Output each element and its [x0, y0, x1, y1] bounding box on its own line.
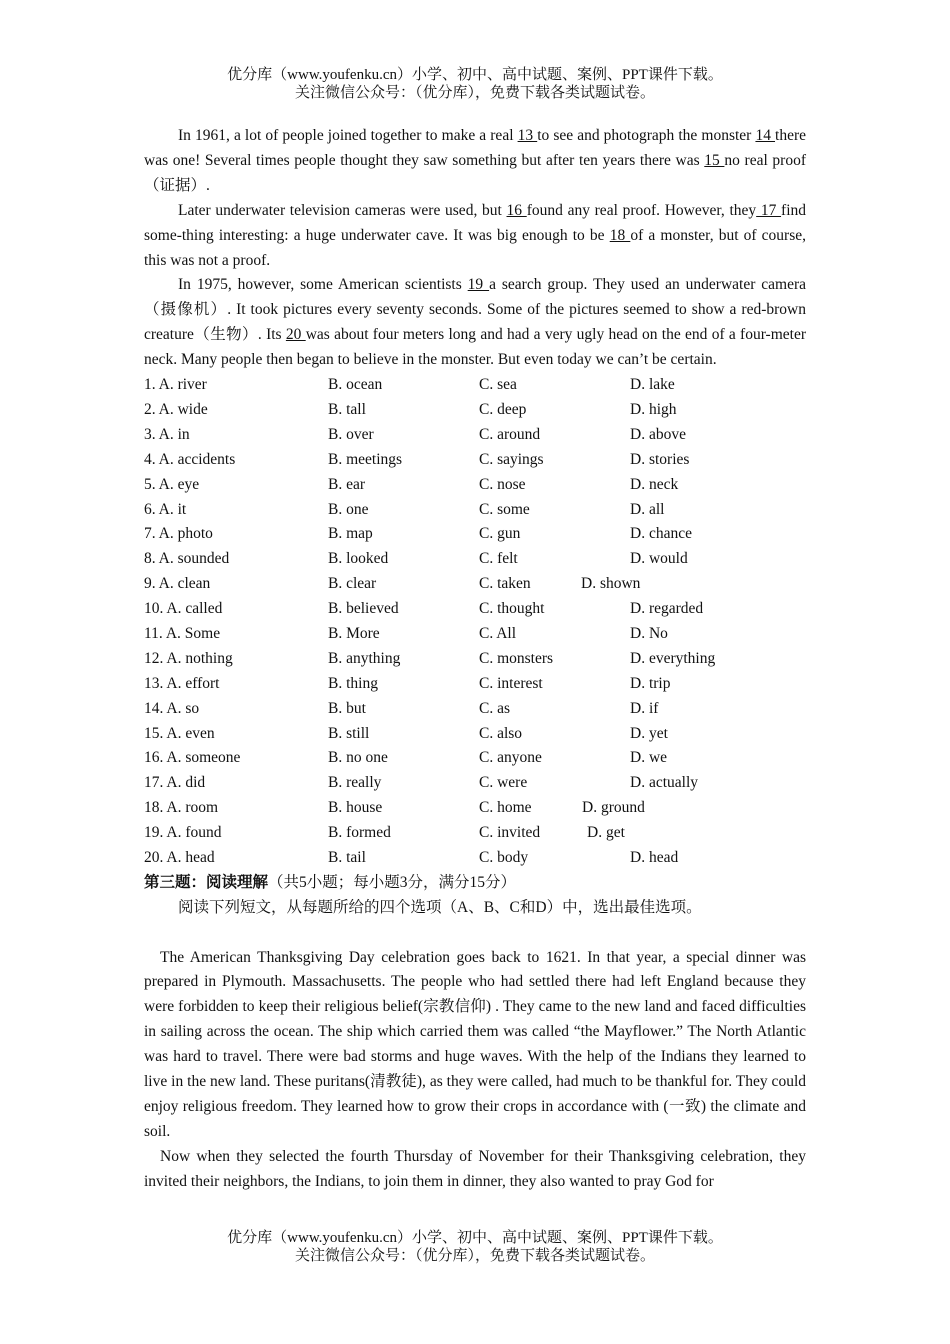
option-d: D. trip	[630, 674, 671, 692]
blank-19: 19	[467, 276, 490, 294]
option-b: B. ocean	[328, 376, 383, 394]
option-c: C. taken	[479, 575, 531, 593]
option-c: C. monsters	[479, 649, 554, 667]
option-a: 7. A. photo	[144, 525, 213, 543]
option-b: B. house	[328, 799, 383, 817]
option-b: B. ear	[328, 475, 366, 493]
option-b: B. anything	[328, 649, 401, 667]
option-a: 5. A. eye	[144, 475, 200, 493]
section-3-heading	[144, 871, 806, 896]
option-row	[144, 746, 806, 771]
option-row	[144, 622, 806, 647]
blank-14: 14	[755, 127, 776, 144]
option-d: D. above	[630, 425, 686, 443]
option-row	[144, 473, 806, 498]
option-b: B. clear	[328, 575, 377, 593]
option-b: B. formed	[328, 824, 391, 842]
text: was about four meters long and had a very ugly head on the end of a four-meter neck. Many people then began to believe in the monster. But even today we can’t be certain.	[144, 326, 807, 369]
option-b: B. tall	[328, 400, 366, 418]
option-c: C. some	[479, 500, 530, 518]
option-row	[144, 398, 806, 423]
text: found any real proof. However, they	[526, 201, 757, 219]
option-d: D. stories	[630, 450, 690, 468]
option-b: B. looked	[328, 550, 389, 568]
option-a: 1. A. river	[144, 376, 207, 394]
cloze-paragraph-2	[144, 199, 806, 274]
option-d: D. if	[630, 699, 659, 717]
option-row	[144, 423, 806, 448]
option-c: C. thought	[479, 600, 545, 618]
option-c: C. were	[479, 774, 528, 792]
option-row	[144, 697, 806, 722]
option-a: 19. A. found	[144, 824, 222, 842]
option-c: C. felt	[479, 550, 518, 568]
option-c: C. around	[479, 425, 541, 443]
section-title: 第三题：阅读理解	[144, 873, 269, 891]
option-b: B. tail	[328, 848, 366, 866]
option-d: D. we	[630, 749, 668, 767]
option-row	[144, 448, 806, 473]
option-row	[144, 547, 806, 572]
option-c: C. body	[479, 848, 529, 866]
option-row	[144, 522, 806, 547]
option-row	[144, 846, 806, 871]
option-d: D. ground	[582, 799, 645, 817]
blank-15: 15	[704, 151, 725, 169]
option-b: B. meetings	[328, 450, 403, 468]
option-c: C. anyone	[479, 749, 542, 767]
blank-13: 13	[517, 127, 538, 144]
option-a: 14. A. so	[144, 699, 200, 717]
option-row	[144, 821, 806, 846]
option-d: D. all	[630, 500, 665, 518]
blank-16: 16	[506, 201, 527, 219]
text: Later underwater television cameras were used, but	[178, 201, 507, 219]
option-row	[144, 672, 806, 697]
options-list	[144, 373, 806, 871]
option-row	[144, 722, 806, 747]
option-c: C. interest	[479, 674, 543, 692]
option-c: C. sayings	[479, 450, 544, 468]
option-d: D. lake	[630, 376, 675, 394]
page-footer	[0, 1229, 950, 1265]
option-b: B. map	[328, 525, 373, 543]
footer-line-1: 优分库（www.youfenku.cn）小学、初中、高中试题、案例、PPT课件下载。	[227, 1230, 723, 1246]
option-b: B. really	[328, 774, 382, 792]
blank-18: 18	[609, 226, 631, 244]
header-line-2: 关注微信公众号：（优分库），免费下载各类试题试卷。	[294, 85, 655, 101]
option-b: B. thing	[328, 674, 378, 692]
text: a search group. They used an underwater camera（摄像机）. It took pictures every seventy seconds. Some of the pictures seemed to show a red-brown creature（生物）. Its	[144, 276, 807, 344]
option-a: 4. A. accidents	[144, 450, 236, 468]
cloze-paragraph-3	[144, 273, 806, 373]
option-b: B. believed	[328, 600, 399, 618]
option-a: 10. A. called	[144, 600, 223, 618]
text: to see and photograph the monster	[537, 127, 756, 144]
page-header	[0, 66, 950, 102]
option-row	[144, 647, 806, 672]
option-row	[144, 771, 806, 796]
section-note: （共5小题；每小题3分，满分15分）	[268, 873, 517, 891]
option-a: 12. A. nothing	[144, 649, 233, 667]
option-d: D. shown	[581, 575, 641, 593]
blank-20: 20	[285, 326, 306, 344]
option-a: 13. A. effort	[144, 674, 220, 692]
option-d: D. chance	[630, 525, 692, 543]
option-d: D. actually	[630, 774, 699, 792]
spacer	[144, 921, 806, 946]
option-row	[144, 373, 806, 398]
option-a: 3. A. in	[144, 425, 190, 443]
option-a: 2. A. wide	[144, 400, 208, 418]
option-a: 16. A. someone	[144, 749, 241, 767]
option-a: 20. A. head	[144, 848, 215, 866]
option-a: 9. A. clean	[144, 575, 211, 593]
option-c: C. as	[479, 699, 510, 717]
footer-line-2: 关注微信公众号：（优分库），免费下载各类试题试卷。	[294, 1248, 655, 1264]
option-c: C. home	[479, 799, 532, 817]
option-b: B. one	[328, 500, 369, 518]
option-d: D. would	[630, 550, 688, 568]
text: no real proof（证据）.	[144, 151, 807, 194]
option-d: D. No	[630, 624, 668, 642]
option-a: 8. A. sounded	[144, 550, 230, 568]
option-row	[144, 597, 806, 622]
option-a: 15. A. even	[144, 724, 215, 742]
option-d: D. everything	[630, 649, 716, 667]
option-b: B. over	[328, 425, 374, 443]
option-c: C. sea	[479, 376, 517, 394]
option-d: D. high	[630, 400, 677, 418]
text: find some-thing interesting: a huge underwater cave. It was big enough to be	[144, 201, 807, 244]
option-row	[144, 796, 806, 821]
option-c: C. nose	[479, 475, 526, 493]
option-row	[144, 498, 806, 523]
option-a: 18. A. room	[144, 799, 219, 817]
text: there was one! Several times people thought they saw something but after ten years there was	[144, 127, 807, 169]
option-b: B. still	[328, 724, 370, 742]
option-b: B. no one	[328, 749, 388, 767]
section-instruction: 阅读下列短文，从每题所给的四个选项（A、B、C和D）中，选出最佳选项。	[178, 898, 702, 916]
option-c: C. invited	[479, 824, 541, 842]
option-a: 6. A. it	[144, 500, 187, 518]
option-c: C. All	[479, 624, 517, 642]
option-b: B. More	[328, 624, 380, 642]
option-a: 17. A. did	[144, 774, 206, 792]
option-a: 11. A. Some	[144, 624, 221, 642]
option-c: C. gun	[479, 525, 521, 543]
reading-paragraph-1: The American Thanksgiving Day celebration goes back to 1621. In that year, a special dinner was prepared in Plymouth. Massachusetts. The people who had settled there had left England because they were forbidden to keep their religious belief(宗教信仰) . They came to the new land and faced difficulties in sailing across the ocean. The ship which carried them was called “the Mayflower.” The North Atlantic was hard to travel. There were bad storms and huge waves. With the help of the Indians they learned to live in the new land. These puritans(清教徒), as they were called, had much to be thankful for. They could enjoy religious freedom. They learned how to grow their crops in accordance with (一致) the climate and soil.	[144, 948, 806, 1140]
cloze-paragraph-1	[144, 124, 806, 199]
option-d: D. neck	[630, 475, 679, 493]
option-d: D. regarded	[630, 600, 704, 618]
option-d: D. head	[630, 848, 679, 866]
text: In 1975, however, some American scientists	[178, 276, 468, 294]
document-body	[144, 124, 806, 1195]
option-row	[144, 572, 806, 597]
header-line-1: 优分库（www.youfenku.cn）小学、初中、高中试题、案例、PPT课件下载。	[227, 67, 723, 83]
text: In 1961, a lot of people joined together to make a real	[178, 127, 518, 144]
text: of a monster, but of course, this was not a proof.	[144, 226, 807, 269]
option-d: D. get	[587, 824, 625, 842]
reading-paragraph-2: Now when they selected the fourth Thursday of November for their Thanksgiving celebration, they invited their neighbors, the Indians, to join them in dinner, they also wanted to pray God for	[144, 1147, 806, 1190]
option-c: C. also	[479, 724, 523, 742]
blank-17: 17	[756, 201, 782, 219]
option-c: C. deep	[479, 400, 527, 418]
option-b: B. but	[328, 699, 366, 717]
option-d: D. yet	[630, 724, 668, 742]
